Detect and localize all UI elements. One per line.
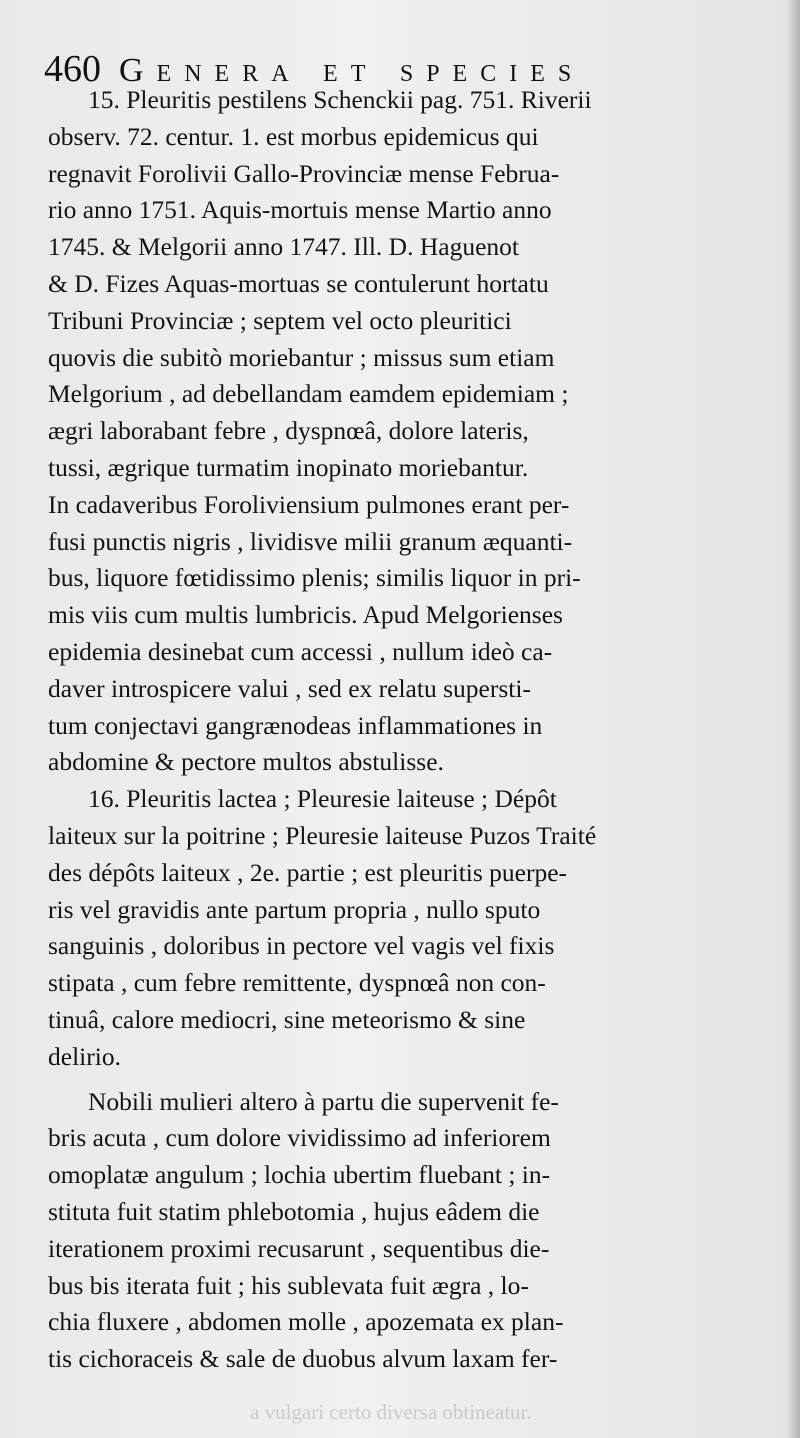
text-line: tis cichoraceis & sale de duobus alvum laxam fer-: [48, 1344, 558, 1374]
text-line: In cadaveribus Foroliviensium pulmones erant per-: [48, 489, 570, 519]
text-line: 15. Pleuritis pestilens Schenckii pag. 751. Riverii: [88, 85, 592, 114]
text-line: Melgorium , ad debellandam eamdem epidemiam ;: [48, 379, 569, 409]
page-spine-shadow: [786, 0, 800, 1438]
text-line: daver introspicere valui , sed ex relatu supersti-: [48, 673, 531, 703]
text-line: sanguinis , doloribus in pectore vel vagis vel fixis: [48, 931, 555, 961]
text-line: chia fluxere , abdomen molle , apozemata ex plan-: [48, 1307, 564, 1337]
text-line: ris vel gravidis ante partum propria , nullo sputo: [48, 894, 541, 924]
text-line: abdomine & pectore multos abstulisse.: [48, 747, 444, 777]
text-line: fusi punctis nigris , lividisve milii granum æquanti-: [48, 526, 573, 556]
text-line: laiteux sur la poitrine ; Pleuresie laiteuse Puzos Traité: [48, 820, 597, 850]
text-line: tum conjectavi gangrænodeas inflammationes in: [48, 710, 543, 740]
text-line: omoplatæ angulum ; lochia ubertim fluebant ; in-: [48, 1160, 551, 1190]
text-line: rio anno 1751. Aquis-mortuis mense Martio anno: [48, 195, 552, 225]
text-line: Nobili mulieri altero à partu die supervenit fe-: [88, 1086, 559, 1116]
text-line: quovis die subitò moriebantur ; missus sum etiam: [48, 342, 555, 372]
text-line: Tribuni Provinciæ ; septem vel octo pleuritici: [48, 305, 512, 335]
text-line: bus, liquore fœtidissimo plenis; similis liquor in pri-: [48, 563, 581, 593]
text-line: bus bis iterata fuit ; his sublevata fuit ægra , lo-: [48, 1270, 529, 1300]
text-line: stituta fuit statim phlebotomia , hujus eâdem die: [48, 1196, 540, 1226]
text-line: epidemia desinebat cum accessi , nullum ideò ca-: [48, 636, 553, 666]
text-line: 16. Pleuritis lactea ; Pleuresie laiteuse ; Dépôt: [88, 784, 557, 814]
text-line: delirio.: [48, 1041, 121, 1071]
text-line: tussi, ægrique turmatim inopinato moriebantur.: [48, 452, 529, 482]
text-line: des dépôts laiteux , 2e. partie ; est pleuritis puerpe-: [48, 857, 568, 887]
text-line: & D. Fizes Aquas-mortuas se contulerunt hortatu: [48, 268, 549, 298]
text-line: stipata , cum febre remittente, dyspnœâ non con-: [48, 968, 546, 998]
text-line: bris acuta , cum dolore vividissimo ad inferiorem: [48, 1123, 551, 1153]
running-title: Genera et species: [119, 52, 585, 89]
text-line: 1745. & Melgorii anno 1747. Ill. D. Haguenot: [48, 232, 519, 262]
text-line: tinuâ, calore mediocri, sine meteorismo & sine: [48, 1004, 526, 1034]
page-number: 460: [44, 48, 101, 90]
page-body: [48, 82, 754, 1378]
text-line: observ. 72. centur. 1. est morbus epidemicus qui: [48, 121, 539, 151]
paragraph-gap: [48, 1076, 754, 1084]
text-line: ægri laborabant febre , dyspnœâ, dolore lateris,: [48, 416, 529, 446]
text-line: iterationem proximi recusarunt , sequentibus die-: [48, 1233, 550, 1263]
text-line: mis viis cum multis lumbricis. Apud Melgorienses: [48, 600, 563, 630]
bleedthrough-text: a vulgari certo diversa obtineatur.: [250, 1400, 532, 1424]
text-line: regnavit Forolivii Gallo-Provinciæ mense Februa-: [48, 158, 560, 188]
